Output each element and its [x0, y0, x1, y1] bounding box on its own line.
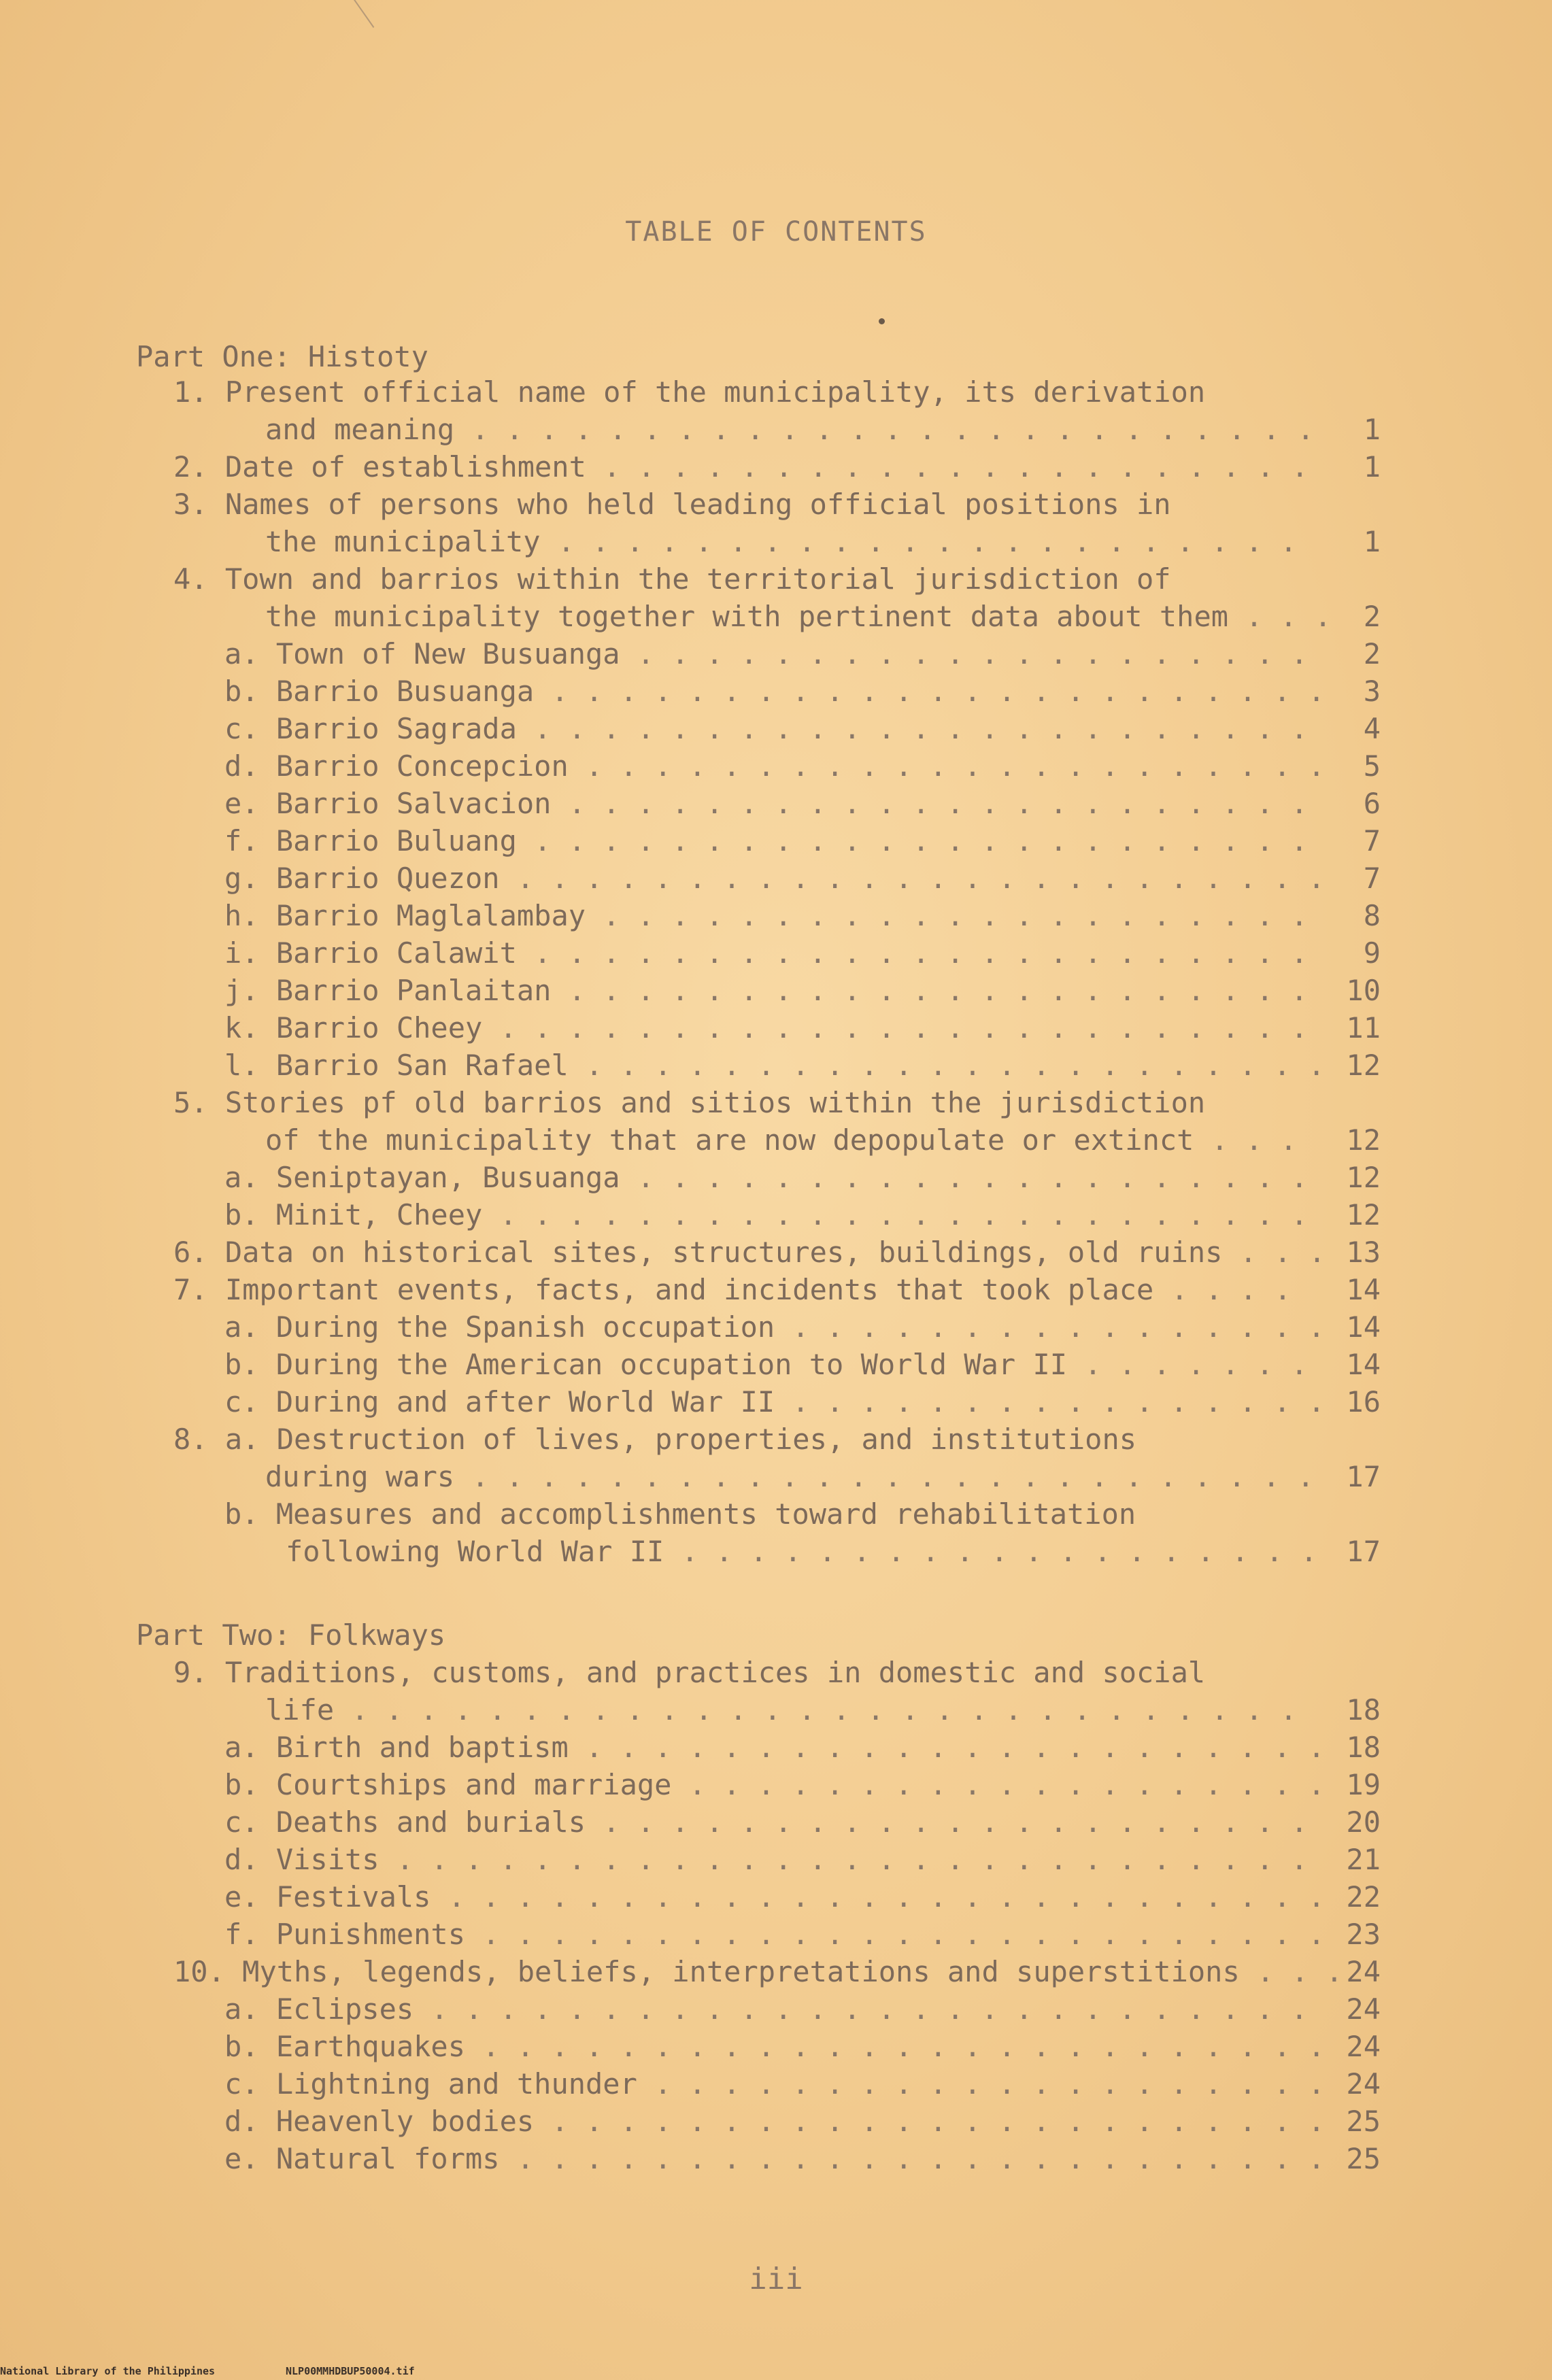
footer-credit: National Library of the Philippines	[0, 2365, 216, 2377]
toc-subentry	[224, 824, 1308, 858]
dot-leader: . . . . . . . . . . . . . . . .	[775, 1310, 1326, 1344]
toc-entry-continuation	[265, 1460, 1314, 1494]
dot-leader: . . . . . . . . . . . . . . . . . . . . . .	[551, 787, 1309, 820]
entry-text: Deaths and burials	[275, 1805, 586, 1839]
page-ref: 25	[1346, 2105, 1381, 2138]
entry-letter: e.	[224, 787, 276, 820]
entry-letter: i.	[224, 936, 276, 970]
toc-entry	[173, 1423, 1136, 1457]
dot-leader: . . . . . . . . . . . . . . . . . . . . .	[586, 1805, 1309, 1839]
fold-mark	[354, 0, 374, 28]
entry-text: Barrio Sagrada	[275, 712, 517, 745]
toc-subentry	[224, 1843, 1308, 1877]
dot-leader: . . . . . . . . . . . . . . . . . . . .	[637, 2067, 1326, 2101]
entry-text: Measures and accomplishments toward rehabilitation	[275, 1497, 1136, 1531]
entry-text-continued: the municipality	[265, 525, 541, 558]
entry-number: 7.	[173, 1273, 225, 1306]
toc-subentry	[224, 899, 1308, 933]
dot-leader: . . .	[1222, 1236, 1326, 1269]
page-ref: 11	[1346, 1011, 1381, 1044]
page-ref: 4	[1363, 712, 1381, 745]
dot-leader: . . . . . . . . . . . . . . . . . . . . . . . . .	[454, 1460, 1315, 1493]
dot-leader: . . . . . . . . . . . . . . . . . . . .	[620, 1161, 1309, 1194]
page-ref: 24	[1346, 2067, 1381, 2101]
entry-letter: h.	[224, 899, 276, 932]
entry-letter: c.	[224, 2067, 276, 2101]
toc-subentry	[224, 1880, 1325, 1914]
toc-subentry	[224, 675, 1325, 709]
toc-entry	[173, 1236, 1326, 1270]
page-ref: 3	[1363, 675, 1381, 708]
toc-entry	[173, 488, 1171, 522]
entry-letter: a.	[224, 1310, 276, 1344]
entry-text: Important events, facts, and incidents that took place	[224, 1273, 1154, 1306]
toc-subentry	[224, 1198, 1308, 1232]
page-ref: 6	[1363, 787, 1381, 820]
page-ref: 12	[1346, 1049, 1381, 1082]
entry-letter: b.	[224, 1348, 276, 1381]
entry-letter: c.	[224, 1385, 276, 1418]
dot-leader: . . . . . . .	[1067, 1348, 1309, 1381]
page-ref: 12	[1346, 1123, 1381, 1157]
entry-text: Birth and baptism	[275, 1731, 569, 1764]
toc-subentry	[224, 1310, 1325, 1344]
page-ref: 9	[1363, 936, 1381, 970]
page-ref: 1	[1363, 450, 1381, 483]
entry-text: Barrio Quezon	[275, 862, 500, 895]
entry-letter: e.	[224, 2142, 276, 2175]
page-ref: 21	[1346, 1843, 1381, 1876]
entry-text: Names of persons who held leading official positions in	[224, 488, 1171, 521]
page-ref: 7	[1363, 862, 1381, 895]
page-ref: 17	[1346, 1535, 1381, 1568]
entry-text: Barrio Buluang	[275, 824, 517, 857]
dot-leader: . . . . . . . . . . . . . . . . . . .	[664, 1535, 1318, 1568]
toc-entry-continuation	[265, 1123, 1297, 1157]
toc-entry-continuation	[286, 1535, 1317, 1569]
entry-text: Earthquakes	[275, 2030, 466, 2063]
page-ref: 24	[1346, 2030, 1381, 2063]
dot-leader: . . . . . . . . . . . . . . . . . . . . . . . . . .	[431, 1880, 1326, 1914]
entry-text: Eclipses	[275, 1992, 414, 2026]
page-ref: 12	[1346, 1198, 1381, 1231]
toc-subentry	[224, 936, 1308, 970]
part-two-heading: Part Two: Folkways	[136, 1618, 446, 1652]
entry-number: 1.	[173, 375, 225, 409]
page-ref: 18	[1346, 1693, 1381, 1727]
entry-text: During and after World War II	[275, 1385, 775, 1418]
dot-leader: . . . . . . . . . . . . . . . .	[775, 1385, 1326, 1418]
dot-leader: . . . . . . . . . . . . . . . . . . . .	[620, 637, 1309, 670]
toc-entry-continuation	[265, 1693, 1297, 1727]
entry-text: Natural forms	[275, 2142, 500, 2175]
dot-leader: . . . . . . . . . . . . . . . . . . . . . . .	[534, 2105, 1326, 2138]
dot-leader: . . . . . . . . . . . . . . . . . . . . . . . . .	[465, 1918, 1326, 1951]
entry-text: Barrio San Rafael	[275, 1049, 569, 1082]
toc-subentry	[224, 2142, 1325, 2176]
page-ref: 10	[1346, 974, 1381, 1007]
toc-entry-continuation	[265, 525, 1297, 559]
dot-leader: . . . . . . . . . . . . . . . . . . . . .	[586, 450, 1309, 483]
toc-entry	[173, 1086, 1205, 1120]
entry-text: Barrio Concepcion	[275, 749, 569, 783]
entry-text-continued: of the municipality that are now depopulate or extinct	[265, 1123, 1194, 1157]
page-ref: 24	[1346, 1955, 1381, 1988]
entry-text-continued: the municipality together with pertinent data about them	[265, 600, 1229, 633]
entry-text: Visits	[275, 1843, 379, 1876]
dot-leader: . . .	[1228, 600, 1332, 633]
entry-text-continued: during wars	[265, 1460, 455, 1493]
page-title: TABLE OF CONTENTS	[625, 216, 927, 248]
ink-speck	[879, 318, 885, 324]
dot-leader: . . . . . . . . . . . . . . . . . . . . . . .	[534, 675, 1326, 708]
page-ref: 1	[1363, 525, 1381, 558]
entry-letter: k.	[224, 1011, 276, 1044]
toc-subentry	[224, 749, 1325, 783]
entry-letter: c.	[224, 712, 276, 745]
dot-leader: . . . . . . . . . . . . . . . . . . . . . . . .	[482, 1198, 1309, 1231]
page-ref: 18	[1346, 1731, 1381, 1764]
dot-leader: . . . . . . . . . . . . . . . . . . . . . .	[568, 1049, 1326, 1082]
toc-subentry	[224, 2067, 1325, 2101]
page-ref: 24	[1346, 1992, 1381, 2026]
entry-letter: a.	[224, 1992, 276, 2026]
dot-leader: . . . . . . . . . . . . . . . . . . . . . .	[551, 974, 1309, 1007]
entry-text: Barrio Cheey	[275, 1011, 483, 1044]
footer-file-id: NLP00MMHDBUP50004.tif	[286, 2365, 415, 2377]
page-ref: 14	[1346, 1348, 1381, 1381]
page-ref: 2	[1363, 600, 1381, 633]
page-number: iii	[749, 2262, 803, 2296]
entry-letter: b.	[224, 1497, 276, 1531]
entry-number: 4.	[173, 562, 225, 596]
dot-leader: . . .	[1239, 1955, 1343, 1988]
toc-entry	[173, 450, 1309, 484]
page-ref: 12	[1346, 1161, 1381, 1194]
entry-text: Seniptayan, Busuanga	[275, 1161, 620, 1194]
entry-text: Lightning and thunder	[275, 2067, 637, 2101]
entry-letter: d.	[224, 1843, 276, 1876]
dot-leader: . . . . . . . . . . . . . . . . . . . . . . . . . .	[414, 1992, 1309, 2026]
dot-leader: . . . . . . . . . . . . . . . . . . . . . . . .	[482, 1011, 1309, 1044]
entry-letter: f.	[224, 824, 276, 857]
page-ref: 7	[1363, 824, 1381, 857]
entry-text: Festivals	[275, 1880, 431, 1914]
toc-entry	[173, 1955, 1343, 1989]
entry-text: Barrio Salvacion	[275, 787, 552, 820]
page-ref: 20	[1346, 1805, 1381, 1839]
entry-number: 5.	[173, 1086, 225, 1119]
page-ref: 14	[1346, 1310, 1381, 1344]
page-ref: 8	[1363, 899, 1381, 932]
dot-leader: . . . . . . . . . . . . . . . . . . . . . . . . . . . .	[334, 1693, 1298, 1727]
entry-text: Data on historical sites, structures, buildings, old ruins	[224, 1236, 1223, 1269]
entry-text-continued: life	[265, 1693, 335, 1727]
dot-leader: . . . . . . . . . . . . . . . . . . . . . . . .	[499, 2142, 1326, 2175]
entry-text: Barrio Panlaitan	[275, 974, 552, 1007]
toc-subentry	[224, 1731, 1325, 1765]
toc-subentry	[224, 2030, 1325, 2064]
dot-leader: . . . . . . . . . . . . . . . . . . .	[671, 1768, 1326, 1801]
page-ref: 16	[1346, 1385, 1381, 1418]
dot-leader: . . . .	[1153, 1273, 1292, 1306]
toc-subentry	[224, 712, 1308, 746]
entry-number: 9.	[173, 1656, 225, 1689]
entry-text: Barrio Calawit	[275, 936, 517, 970]
entry-text: Myths, legends, beliefs, interpretations and superstitions	[242, 1955, 1240, 1988]
toc-entry-continuation	[265, 600, 1332, 634]
toc-subentry	[224, 1348, 1308, 1382]
toc-entry-continuation	[265, 413, 1314, 447]
toc-subentry	[224, 974, 1308, 1008]
entry-text: Present official name of the municipality, its derivation	[224, 375, 1206, 409]
entry-text: Town and barrios within the territorial jurisdiction of	[224, 562, 1171, 596]
entry-text: Date of establishment	[224, 450, 586, 483]
dot-leader: . . . . . . . . . . . . . . . . . . . . . .	[568, 1731, 1326, 1764]
entry-letter: e.	[224, 1880, 276, 1914]
entry-letter: b.	[224, 1768, 276, 1801]
dot-leader: . . .	[1194, 1123, 1298, 1157]
toc-subentry	[224, 1161, 1308, 1195]
toc-subentry	[224, 1992, 1308, 2026]
entry-number: 6.	[173, 1236, 225, 1269]
dot-leader: . . . . . . . . . . . . . . . . . . . . .	[586, 899, 1309, 932]
page-ref: 5	[1363, 749, 1381, 783]
entry-letter: c.	[224, 1805, 276, 1839]
entry-letter: b.	[224, 675, 276, 708]
entry-number: 2.	[173, 450, 225, 483]
entry-text: During the American occupation to World War II	[275, 1348, 1068, 1381]
toc-subentry	[224, 1805, 1308, 1839]
entry-letter: j.	[224, 974, 276, 1007]
dot-leader: . . . . . . . . . . . . . . . . . . . . . . . . .	[454, 413, 1315, 446]
entry-text: During the Spanish occupation	[275, 1310, 775, 1344]
page-ref: 13	[1346, 1236, 1381, 1269]
toc-subentry	[224, 1497, 1136, 1531]
entry-text: Heavenly bodies	[275, 2105, 535, 2138]
toc-entry	[173, 1656, 1205, 1690]
entry-text: Barrio Busuanga	[275, 675, 535, 708]
page-ref: 14	[1346, 1273, 1381, 1306]
toc-subentry	[224, 1768, 1325, 1802]
toc-entry	[173, 375, 1205, 409]
entry-text: a. Destruction of lives, properties, and institutions	[224, 1423, 1137, 1456]
toc-subentry	[224, 1918, 1325, 1952]
entry-letter: d.	[224, 2105, 276, 2138]
toc-entry	[173, 562, 1171, 596]
entry-letter: f.	[224, 1918, 276, 1951]
entry-letter: d.	[224, 749, 276, 783]
dot-leader: . . . . . . . . . . . . . . . . . . . . . . .	[516, 824, 1309, 857]
page-ref: 2	[1363, 637, 1381, 670]
entry-text: Town of New Busuanga	[275, 637, 620, 670]
entry-letter: b.	[224, 1198, 276, 1231]
dot-leader: . . . . . . . . . . . . . . . . . . . . . .	[568, 749, 1326, 783]
toc-entry	[173, 1273, 1292, 1307]
toc-subentry	[224, 2105, 1325, 2139]
toc-subentry	[224, 1011, 1308, 1045]
dot-leader: . . . . . . . . . . . . . . . . . . . . . .	[540, 525, 1298, 558]
entry-text: Barrio Maglalambay	[275, 899, 586, 932]
entry-text: Minit, Cheey	[275, 1198, 483, 1231]
page-ref: 1	[1363, 413, 1381, 446]
entry-letter: a.	[224, 1731, 276, 1764]
dot-leader: . . . . . . . . . . . . . . . . . . . . . . . . . . .	[379, 1843, 1309, 1876]
entry-letter: g.	[224, 862, 276, 895]
page-ref: 19	[1346, 1768, 1381, 1801]
entry-number: 3.	[173, 488, 225, 521]
dot-leader: . . . . . . . . . . . . . . . . . . . . . . . .	[499, 862, 1326, 895]
toc-subentry	[224, 1049, 1325, 1083]
dot-leader: . . . . . . . . . . . . . . . . . . . . . . . . .	[465, 2030, 1326, 2063]
entry-text: Courtships and marriage	[275, 1768, 672, 1801]
toc-subentry	[224, 862, 1325, 896]
page-ref: 22	[1346, 1880, 1381, 1914]
entry-text-continued: following World War II	[286, 1535, 664, 1568]
entry-letter: l.	[224, 1049, 276, 1082]
dot-leader: . . . . . . . . . . . . . . . . . . . . . . .	[516, 712, 1309, 745]
entry-text: Punishments	[275, 1918, 466, 1951]
toc-subentry	[224, 1385, 1325, 1419]
part-one-heading: Part One: Histoty	[136, 340, 428, 373]
entry-text: Traditions, customs, and practices in domestic and social	[224, 1656, 1206, 1689]
dot-leader: . . . . . . . . . . . . . . . . . . . . . . .	[516, 936, 1309, 970]
entry-letter: a.	[224, 1161, 276, 1194]
page-ref: 25	[1346, 2142, 1381, 2175]
toc-subentry	[224, 637, 1308, 671]
toc-subentry	[224, 787, 1308, 821]
entry-letter: a.	[224, 637, 276, 670]
page-ref: 23	[1346, 1918, 1381, 1951]
entry-number: 10.	[173, 1955, 243, 1988]
page-ref: 17	[1346, 1460, 1381, 1493]
entry-letter: b.	[224, 2030, 276, 2063]
entry-number: 8.	[173, 1423, 225, 1456]
entry-text: Stories pf old barrios and sitios within the jurisdiction	[224, 1086, 1206, 1119]
entry-text-continued: and meaning	[265, 413, 455, 446]
